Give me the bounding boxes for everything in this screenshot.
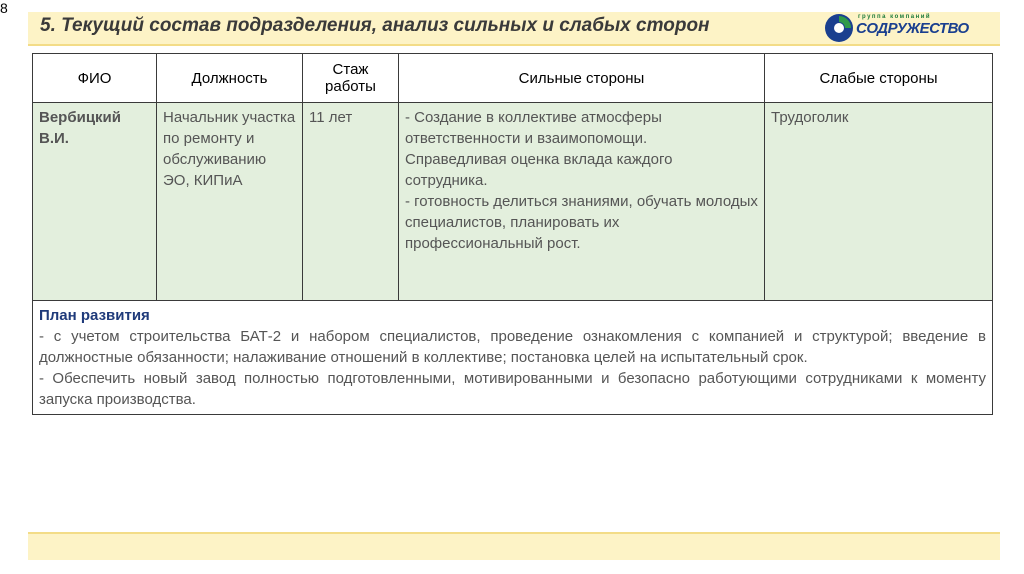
- employee-name: Вербицкий В.И.: [33, 103, 157, 301]
- header-strengths: Сильные стороны: [399, 54, 765, 103]
- employee-experience: 11 лет: [303, 103, 399, 301]
- strength-item: - Создание в коллективе атмосферы ответственности и взаимопомощи.: [405, 109, 662, 147]
- slide-title: 5. Текущий состав подразделения, анализ сильных и слабых сторон: [40, 15, 710, 36]
- development-plan-row: [33, 301, 993, 415]
- table-header-row: [33, 54, 993, 103]
- employee-weaknesses: Трудоголик: [765, 103, 993, 301]
- page-number: 8: [0, 0, 8, 16]
- strength-item: - готовность делиться знаниями, обучать молодых специалистов, планировать их профессиональный рост.: [405, 193, 758, 252]
- plan-title: План развития: [39, 307, 150, 324]
- header-experience: Стаж работы: [303, 54, 399, 103]
- table-row: [33, 103, 993, 301]
- strength-item: Справедливая оценка вклада каждого сотрудника.: [405, 151, 673, 189]
- logo-name: СОДРУЖЕСТВО: [856, 20, 969, 37]
- header-weaknesses: Слабые стороны: [765, 54, 993, 103]
- header-position: Должность: [157, 54, 303, 103]
- plan-item: - с учетом строительства БАТ-2 и набором специалистов, проведение ознакомления с компанией и структурой; введение в должностные обязанности; налаживание отношений в коллективе; постановка целей на испытательный срок.: [39, 328, 986, 366]
- footer-band: [28, 532, 1000, 560]
- header-name: ФИО: [33, 54, 157, 103]
- development-plan-cell: [33, 301, 993, 415]
- plan-item: - Обеспечить новый завод полностью подготовленными, мотивированными и безопасно работующими сотрудниками к моменту запуска производства.: [39, 370, 986, 408]
- logo-subtitle: группа компаний: [858, 14, 932, 20]
- logo-emblem-icon: [824, 13, 854, 43]
- staff-analysis-table: [32, 53, 993, 415]
- company-logo: [822, 12, 969, 44]
- employee-strengths: [399, 103, 765, 301]
- employee-position: Начальник участка по ремонту и обслуживанию ЭО, КИПиА: [157, 103, 303, 301]
